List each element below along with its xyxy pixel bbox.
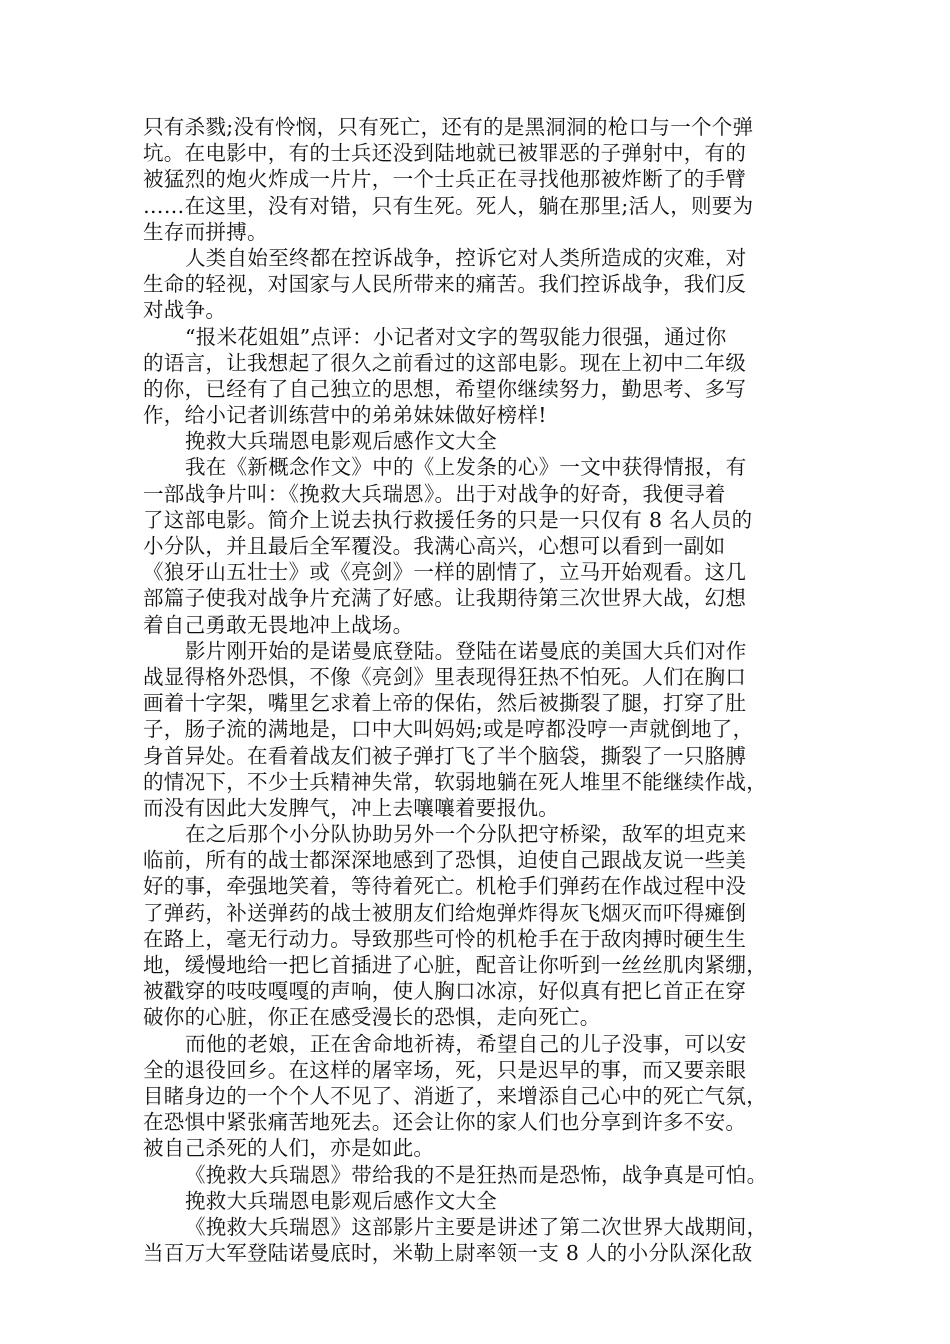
text-line: 地，缓慢地给一把匕首插进了心脏，配音让你听到一丝丝肌肉紧绷， — [143, 953, 767, 977]
text-line: 在之后那个小分队协助另外一个分队把守桥梁，敌军的坦克来 — [185, 822, 747, 847]
text-line: 《挽救大兵瑞恩》这部影片主要是讲述了第二次世界大战期间， — [185, 1214, 768, 1239]
text-line: 《狼牙山五壮士》或《亮剑》一样的剧情了，立马开始观看。这几 — [143, 560, 747, 585]
text-line: ……在这里，没有对错，只有生死。死人，躺在那里;活人，则要为 — [143, 193, 754, 218]
text-line: 挽救大兵瑞恩电影观后感作文大全 — [185, 1188, 497, 1213]
text-line: 破你的心脏，你正在感受漫长的恐惧，走向死亡。 — [143, 1005, 601, 1030]
text-line: “报米花姐姐”点评：小记者对文字的驾驭能力很强，通过你 — [185, 324, 727, 349]
text-line: 影片刚开始的是诺曼底登陆。登陆在诺曼底的美国大兵们对作 — [185, 638, 747, 663]
text-line: 身首异处。在看着战友们被子弹打飞了半个脑袋，撕裂了一只胳膊 — [143, 743, 747, 768]
text-line: 生存而拼搏。 — [143, 219, 268, 244]
text-line: 全的退役回乡。在这样的屠宰场，死，只是迟早的事，而又要亲眼 — [143, 1057, 747, 1082]
text-line: 被戳穿的吱吱嘎嘎的声响，使人胸口冰凉，好似真有把匕首正在穿 — [143, 979, 747, 1004]
text-line: 《挽救大兵瑞恩》带给我的不是狂热而是恐怖，战争真是可怕。 — [185, 1162, 768, 1187]
text-line: 的语言，让我想起了很久之前看过的这部电影。现在上初中二年级 — [143, 350, 747, 375]
text-line: 子，肠子流的满地是，口中大叫妈妈;或是哼都没哼一声就倒地了， — [143, 717, 754, 742]
text-line: 挽救大兵瑞恩电影观后感作文大全 — [185, 429, 497, 454]
text-line: 只有杀戮;没有怜悯，只有死亡，还有的是黑洞洞的枪口与一个个弹 — [143, 115, 754, 139]
document-body — [143, 114, 823, 1266]
text-line: 坑。在电影中，有的士兵还没到陆地就已被罪恶的子弹射中，有的 — [143, 141, 747, 166]
text-line: 着自己勇敢无畏地冲上战场。 — [143, 612, 414, 637]
text-line: 的情况下，不少士兵精神失常，软弱地躺在死人堆里不能继续作战， — [143, 769, 767, 794]
text-line: 我在《新概念作文》中的《上发条的心》一文中获得情报，有 — [185, 455, 747, 480]
text-line: 被自己杀死的人们，亦是如此。 — [143, 1136, 435, 1161]
text-line: 在恐惧中紧张痛苦地死去。还会让你的家人们也分享到许多不安。 — [143, 1110, 747, 1135]
text-line: 临前，所有的战士都深深地感到了恐惧，迫使自己跟战友说一些美 — [143, 848, 747, 873]
text-line: 了弹药，补送弹药的战士被朋友们给炮弹炸得灰飞烟灭而吓得瘫倒 — [143, 900, 747, 925]
text-line: 小分队，并且最后全军覆没。我满心高兴，心想可以看到一副如 — [143, 534, 726, 558]
text-line: 而他的老娘，正在舍命地祈祷，希望自己的儿子没事，可以安 — [185, 1031, 747, 1056]
text-line: 当百万大军登陆诺曼底时，米勒上尉率领一支 8 人的小分队深化敌 — [143, 1241, 753, 1266]
text-line: 了这部电影。简介上说去执行救援任务的只是一只仅有 8 名人员的 — [143, 507, 753, 532]
text-line: 被猛烈的炮火炸成一片片，一个士兵正在寻找他那被炸断了的手臂 — [143, 167, 747, 192]
text-line: 对战争。 — [143, 298, 227, 323]
text-line: 战显得格外恐惧，不像《亮剑》里表现得狂热不怕死。人们在胸口 — [143, 664, 747, 689]
text-line: 好的事，牵强地笑着，等待着死亡。机枪手们弹药在作战过程中没 — [143, 874, 747, 899]
text-line: 而没有因此大发脾气，冲上去嚷嚷着要报仇。 — [143, 795, 559, 820]
text-line: 生命的轻视，对国家与人民所带来的痛苦。我们控诉战争，我们反 — [143, 272, 747, 297]
text-line: 在路上，毫无行动力。导致那些可怜的机枪手在于敌肉搏时硬生生 — [143, 926, 747, 951]
text-line: 人类自始至终都在控诉战争，控诉它对人类所造成的灾难，对 — [185, 245, 747, 270]
text-line: 目睹身边的一个个人不见了、消逝了，来增添自己心中的死亡气氛， — [143, 1083, 767, 1108]
text-line: 部篇子使我对战争片充满了好感。让我期待第三次世界大战，幻想 — [143, 586, 747, 611]
text-line: 作，给小记者训练营中的弟弟妹妹做好榜样! — [143, 403, 547, 428]
text-line: 的你，已经有了自己独立的思想，希望你继续努力，勤思考、多写 — [143, 376, 747, 401]
text-line: 一部战争片叫：《挽救大兵瑞恩》。出于对战争的好奇，我便寻着 — [143, 481, 726, 506]
text-line: 画着十字架，嘴里乞求着上帝的保佑，然后被撕裂了腿，打穿了肚 — [143, 691, 747, 716]
